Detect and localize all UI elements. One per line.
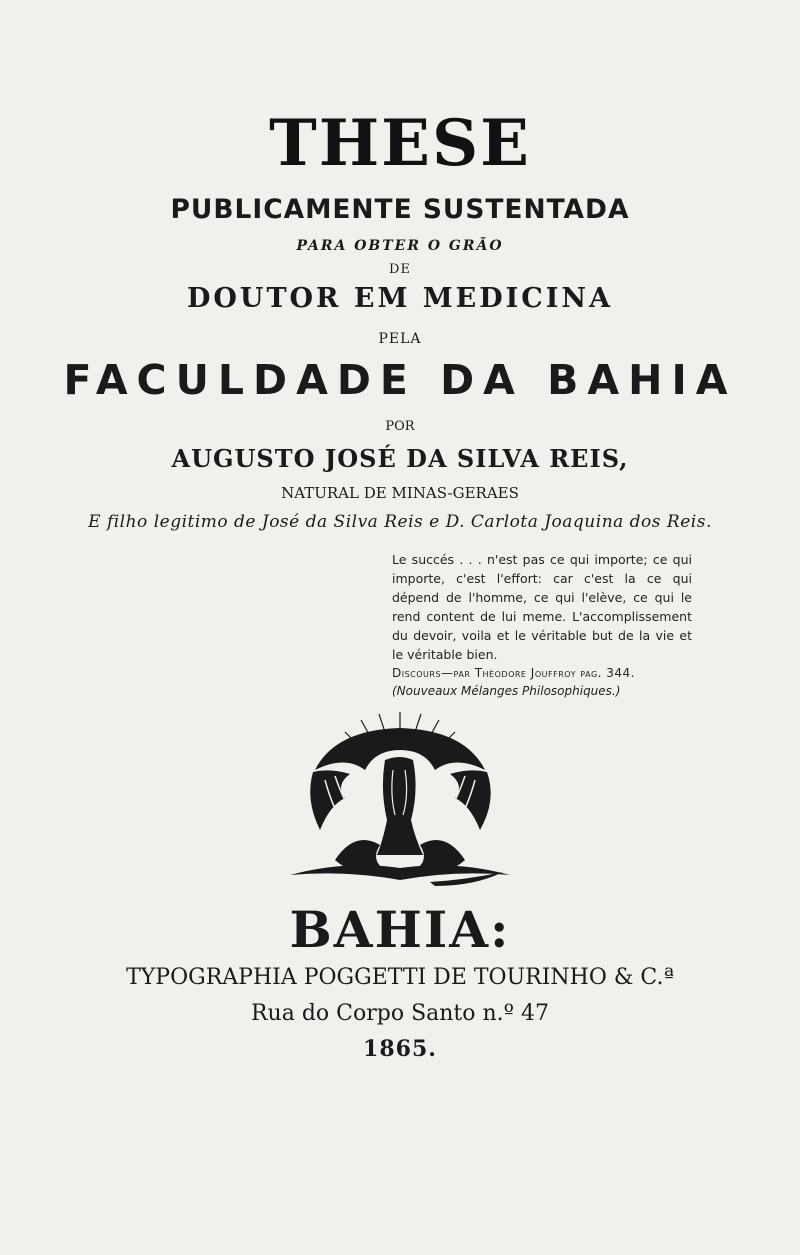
author-filiation: E filho legitimo de José da Silva Reis e D. Carlota Joaquina dos Reis.: [88, 512, 712, 532]
author-origin: NATURAL DE MINAS-GERAES: [281, 484, 519, 502]
epigraph-source-line: Discours—par Thèodore Jouffroy pag. 344.: [392, 666, 635, 680]
subtitle-to-obtain-degree: PARA OBTER O GRÃO: [296, 238, 504, 254]
word-pela: PELA: [378, 331, 422, 347]
imprint-printer: TYPOGRAPHIA POGGETTI DE TOURINHO & C.ª: [126, 965, 674, 990]
degree-title: DOUTOR EM MEDICINA: [186, 283, 614, 314]
imprint-year: 1865.: [363, 1036, 437, 1062]
imprint-city: BAHIA:: [289, 900, 511, 959]
epigraph-book: (Nouveaux Mélanges Philosophiques.): [392, 684, 621, 698]
epigraph-source: [392, 664, 712, 700]
thesis-title: THESE: [269, 106, 531, 181]
word-de: DE: [389, 262, 411, 277]
printer-vignette-illustration: [275, 710, 525, 890]
imprint-address: Rua do Corpo Santo n.º 47: [250, 1001, 549, 1026]
subtitle-publicly-defended: PUBLICAMENTE SUSTENTADA: [170, 194, 630, 225]
word-por: POR: [385, 419, 415, 434]
epigraph-text: Le succés . . . n'est pas ce qui importe; ce qui importe, c'est l'effort: car c'est la ce qui dépend de l'homme, ce qui l'elève, ce qui le rend content de lui meme. L'accomplissement du devoir, voila et le véritable but de la vie et le véritable bien.: [392, 552, 692, 662]
author-name: AUGUSTO JOSÉ DA SILVA REIS,: [171, 444, 629, 473]
faculty-name: FACULDADE DA BAHIA: [63, 356, 737, 404]
